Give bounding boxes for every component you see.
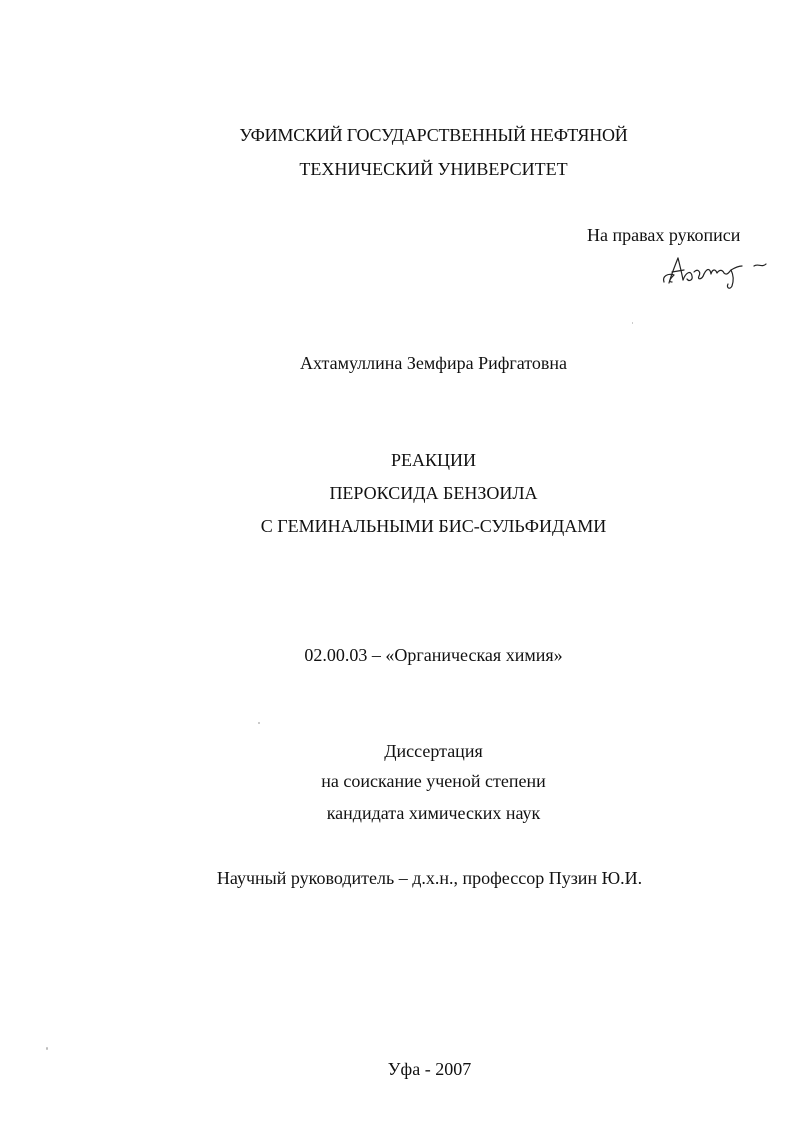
- degree-line1: Диссертация: [384, 741, 483, 761]
- specialty-code: 02.00.03 – «Органическая химия»: [304, 645, 563, 665]
- degree-line3: кандидата химических наук: [326, 803, 541, 823]
- scan-speck: [632, 322, 633, 324]
- university-name-line2: ТЕХНИЧЕСКИЙ УНИВЕРСИТЕТ: [299, 159, 568, 179]
- manuscript-note: На правах рукописи: [587, 225, 741, 245]
- place-and-year: Уфа - 2007: [387, 1059, 472, 1079]
- dissertation-title-line3: С ГЕМИНАЛЬНЫМИ БИС-СУЛЬФИДАМИ: [260, 516, 607, 536]
- university-name-line1: УФИМСКИЙ ГОСУДАРСТВЕННЫЙ НЕФТЯНОЙ: [239, 125, 628, 145]
- signature-icon: [658, 246, 773, 290]
- author-name: Ахтамуллина Земфира Рифгатовна: [299, 353, 568, 373]
- scan-speck: [258, 722, 260, 724]
- scan-speck: [46, 1047, 48, 1050]
- dissertation-title-line2: ПЕРОКСИДА БЕНЗОИЛА: [329, 483, 538, 503]
- dissertation-title-line1: РЕАКЦИИ: [390, 450, 476, 470]
- degree-line2: на соискание ученой степени: [321, 771, 546, 791]
- scientific-supervisor: Научный руководитель – д.х.н., профессор Пузин Ю.И.: [216, 868, 643, 888]
